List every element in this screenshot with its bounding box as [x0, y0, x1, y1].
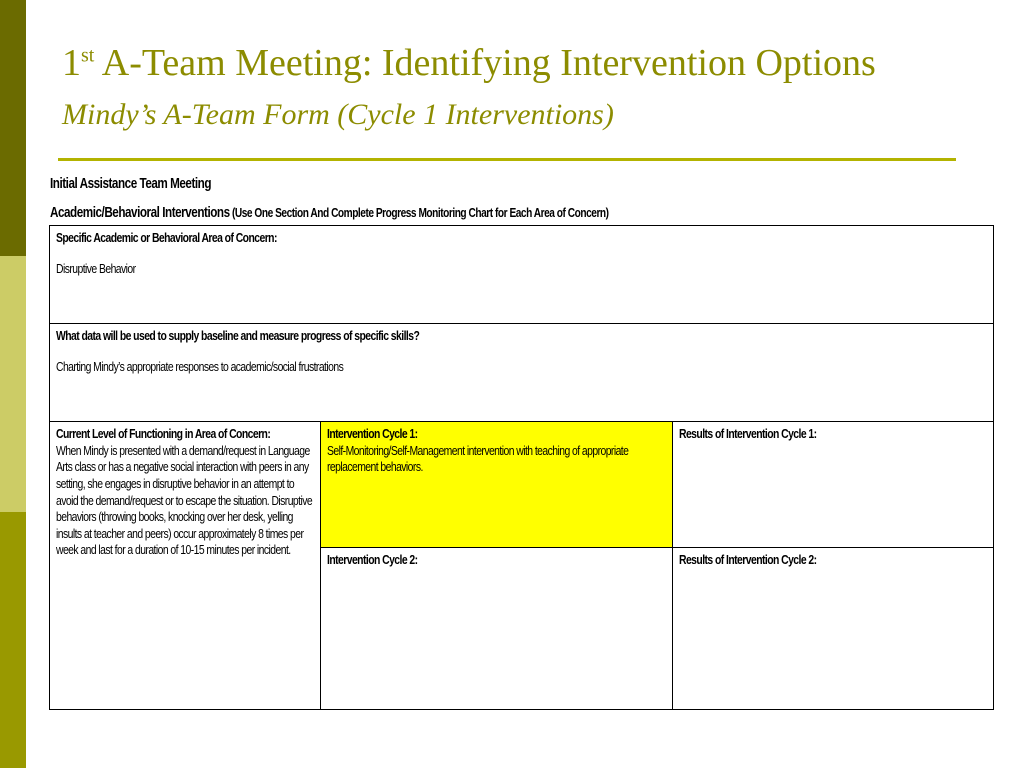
- results-cycle-1-label: Results of Intervention Cycle 1:: [679, 426, 817, 441]
- data-measure-cell: [50, 324, 994, 422]
- data-measure-value: Charting Mindy’s appropriate responses to academic/social frustrations: [56, 358, 344, 374]
- table-row: [50, 324, 994, 422]
- form-heading: Initial Assistance Team Meeting: [50, 175, 212, 192]
- sidebar-segment-bottom: [0, 512, 26, 768]
- area-of-concern-value: Disruptive Behavior: [56, 260, 136, 276]
- sidebar-segment-middle: [0, 256, 26, 512]
- area-of-concern-label: Specific Academic or Behavioral Area of Concern:: [56, 230, 277, 245]
- form-subheading: [50, 204, 609, 221]
- sidebar-decoration: [0, 0, 26, 768]
- title-text: A-Team Meeting: Identifying Intervention Options: [94, 42, 876, 84]
- results-cycle-1-cell: [673, 422, 994, 548]
- area-of-concern-cell: [50, 226, 994, 324]
- intervention-cycle-1-label: Intervention Cycle 1:: [327, 426, 418, 441]
- title-divider: [58, 158, 956, 161]
- current-level-label: Current Level of Functioning in Area of Concern:: [56, 426, 271, 441]
- table-row: [50, 422, 994, 548]
- slide-title: [62, 44, 876, 82]
- table-row: [50, 226, 994, 324]
- results-cycle-2-label: Results of Intervention Cycle 2:: [679, 552, 817, 567]
- intervention-cycle-1-cell: [321, 422, 673, 548]
- data-measure-label: What data will be used to supply baseline and measure progress of specific skills?: [56, 328, 420, 343]
- intervention-cycle-2-cell: [321, 548, 673, 710]
- form-subheading-note: (Use One Section And Complete Progress Monitoring Chart for Each Area of Concern): [229, 205, 609, 220]
- intervention-cycle-2-label: Intervention Cycle 2:: [327, 552, 418, 567]
- intervention-cycle-1-value: Self-Monitoring/Self-Management intervention with teaching of appropriate replacement behaviors.: [327, 442, 629, 475]
- title-number: 1: [62, 42, 81, 84]
- title-superscript: st: [81, 44, 95, 67]
- results-cycle-2-cell: [673, 548, 994, 710]
- slide-subtitle: Mindy’s A-Team Form (Cycle 1 Interventions): [62, 98, 614, 131]
- form-table: [49, 225, 994, 710]
- sidebar-segment-top: [0, 0, 26, 256]
- form-subheading-title: Academic/Behavioral Interventions: [50, 204, 230, 221]
- current-level-cell: [50, 422, 321, 710]
- current-level-value: When Mindy is presented with a demand/request in Language Arts class or has a negative social interaction with peers in any setting, she engages in disruptive behavior in an attempt to avoid the demand/request or to escape the situation. Disruptive behaviors (throwing books, knocking over her desk, yelling insults at teacher and peers) occur approximately 8 times per week and last for a duration of 10-15 minutes per incident.: [56, 442, 313, 558]
